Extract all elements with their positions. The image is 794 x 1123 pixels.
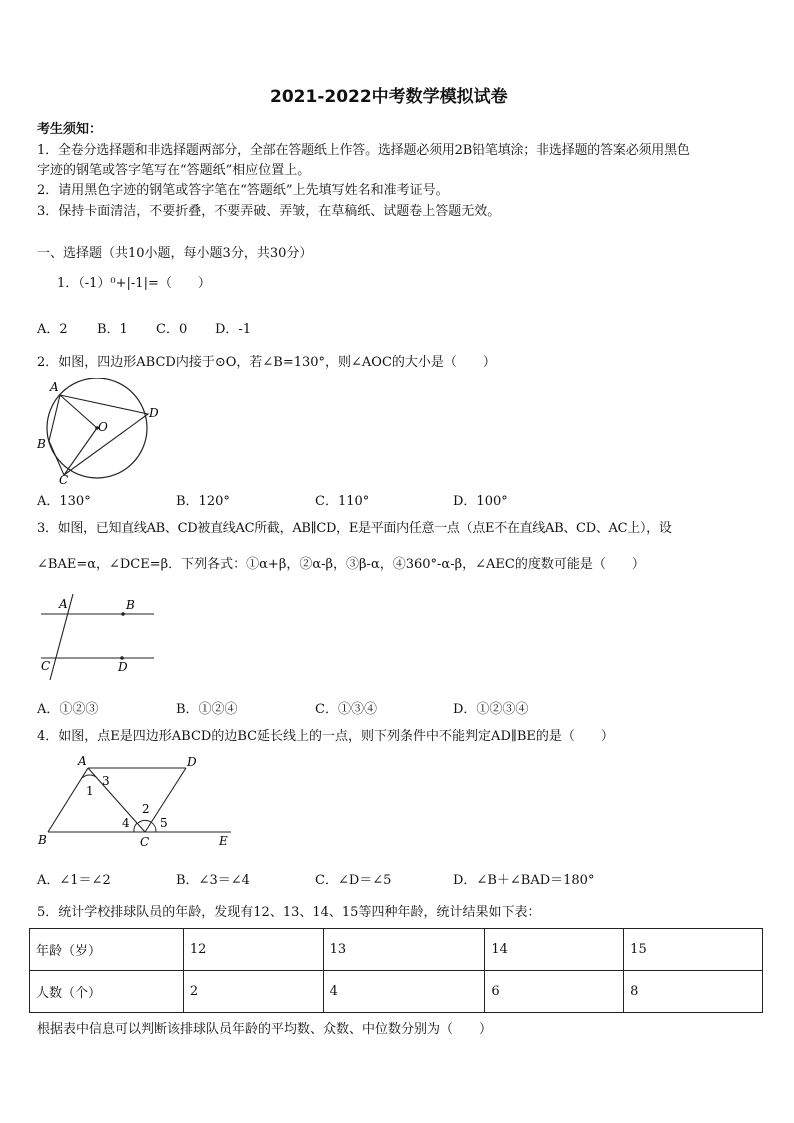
table-cell: 15 xyxy=(624,929,763,971)
label-b: B xyxy=(37,437,46,451)
question-5-stem: 5．统计学校排球队员的年龄，发现有12、13、14、15等四种年龄，统计结果如下表： xyxy=(37,905,541,920)
label-c: C xyxy=(59,473,69,486)
age-statistics-table xyxy=(29,928,763,1013)
quadrilateral-extension-figure xyxy=(33,752,238,852)
angle-label-5: 5 xyxy=(160,816,168,830)
question-3-stem-line-2: ∠BAE=α，∠DCE=β．下列各式：①α+β，②α-β，③β-α，④360°-α-β，∠AEC的度数可能是（ ） xyxy=(37,557,645,572)
table-cell: 6 xyxy=(485,971,624,1013)
table-row xyxy=(30,929,763,971)
label-a: A xyxy=(50,380,59,394)
angle-label-1: 1 xyxy=(86,784,94,798)
q1-option-c: C．0 xyxy=(156,322,188,337)
question-2-stem: 2．如图，四边形ABCD内接于⊙O，若∠B=130°，则∠AOC的大小是（ ） xyxy=(37,355,496,370)
q1-option-a: A．2 xyxy=(37,322,68,337)
q4-option-c: C．∠D＝∠5 xyxy=(315,873,392,888)
label-b: B xyxy=(126,598,135,612)
angle-label-2: 2 xyxy=(142,802,150,816)
question-1-stem: 1．（-1）⁰+|-1|=（ ） xyxy=(57,276,211,291)
q3-option-c: C．①③④ xyxy=(315,702,377,717)
q2-option-a: A．130° xyxy=(37,494,91,509)
table-cell: 年龄（岁） xyxy=(30,929,184,971)
question-5-followup: 根据表中信息可以判断该排球队员年龄的平均数、众数、中位数分别为（ ） xyxy=(37,1022,493,1037)
section-heading: 一、选择题（共10小题，每小题3分，共30分） xyxy=(37,246,313,261)
notice-heading: 考生须知： xyxy=(37,122,103,137)
table-cell: 12 xyxy=(183,929,323,971)
circle-quadrilateral-figure xyxy=(33,378,163,486)
table-row xyxy=(30,971,763,1013)
q3-option-a: A．①②③ xyxy=(37,702,99,717)
label-c: C xyxy=(140,835,150,849)
q3-option-b: B．①②④ xyxy=(176,702,238,717)
label-d: D xyxy=(149,406,159,420)
q4-option-a: A．∠1＝∠2 xyxy=(37,873,111,888)
q1-option-b: B．1 xyxy=(97,322,128,337)
label-d: D xyxy=(187,755,197,769)
table-cell: 4 xyxy=(323,971,485,1013)
q1-option-d: D．-1 xyxy=(215,322,252,337)
q3-option-d: D．①②③④ xyxy=(453,702,529,717)
label-c: C xyxy=(41,659,51,673)
q2-option-d: D．100° xyxy=(453,494,508,509)
table-cell: 2 xyxy=(183,971,323,1013)
notice-line-4: 3．保持卡面清洁，不要折叠，不要弄破、弄皱，在草稿纸、试题卷上答题无效。 xyxy=(37,204,501,219)
q4-option-b: B．∠3＝∠4 xyxy=(176,873,250,888)
question-3-stem-line-1: 3．如图，已知直线AB、CD被直线AC所截，AB∥CD，E是平面内任意一点（点E不在直线AB、CD、AC上），设 xyxy=(37,521,672,536)
label-a: A xyxy=(59,597,68,611)
table-cell: 人数（个） xyxy=(30,971,184,1013)
question-4-stem: 4．如图，点E是四边形ABCD的边BC延长线上的一点，则下列条件中不能判定AD∥BE的是（ ） xyxy=(37,729,614,744)
table-cell: 14 xyxy=(485,929,624,971)
label-e: E xyxy=(219,834,228,848)
notice-line-2: 字迹的钢笔或答字笔写在“答题纸”相应位置上。 xyxy=(37,163,311,178)
q2-option-c: C．110° xyxy=(315,494,370,509)
angle-label-3: 3 xyxy=(102,774,110,788)
parallel-lines-figure xyxy=(33,592,158,684)
table-cell: 13 xyxy=(323,929,485,971)
table-cell: 8 xyxy=(624,971,763,1013)
q4-option-d: D．∠B＋∠BAD＝180° xyxy=(453,873,595,888)
q2-option-b: B．120° xyxy=(176,494,230,509)
label-a: A xyxy=(78,754,87,768)
page-title: 2021-2022中考数学模拟试卷 xyxy=(270,87,508,107)
label-b: B xyxy=(38,833,47,847)
label-d: D xyxy=(118,660,128,674)
notice-line-3: 2．请用黑色字迹的钢笔或答字笔在“答题纸”上先填写姓名和准考证号。 xyxy=(37,183,449,198)
notice-line-1: 1．全卷分选择题和非选择题两部分，全部在答题纸上作答。选择题必须用2B铅笔填涂；非选择题的答案必须用黑色 xyxy=(37,143,690,158)
label-o: O xyxy=(98,420,108,434)
angle-label-4: 4 xyxy=(122,816,130,830)
